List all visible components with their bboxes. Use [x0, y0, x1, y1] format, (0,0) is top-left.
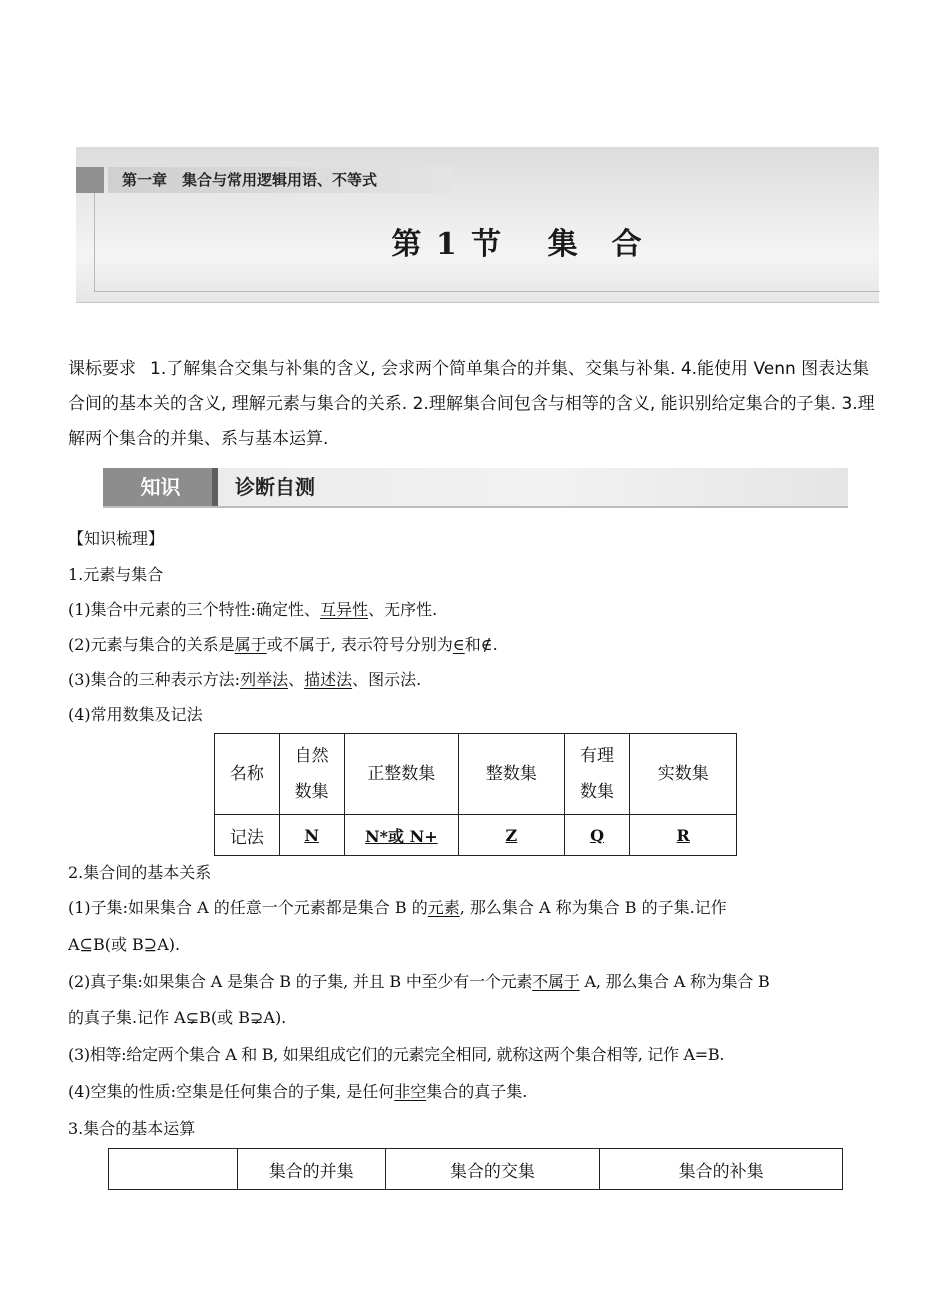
- table-cell: R: [630, 815, 737, 856]
- text: , 那么集合 A 称为集合 B 的子集.记作: [459, 898, 727, 917]
- s2-title: 2.集合间的基本关系: [68, 863, 212, 882]
- blank-answer: 元素: [427, 898, 460, 917]
- table-row: [215, 815, 737, 856]
- text: (1)集合中元素的三个特性:确定性、: [68, 600, 321, 619]
- text: (3)集合的三种表示方法:: [68, 670, 241, 689]
- s2-p2: [68, 969, 770, 992]
- table-row: [215, 734, 737, 815]
- banner-accent: [76, 167, 104, 193]
- chapter-banner: [76, 147, 879, 303]
- s1-p3: [68, 667, 421, 690]
- text: 或不属于, 表示符号分别为: [266, 635, 453, 654]
- s2-p1: [68, 895, 727, 918]
- text: 、: [288, 670, 305, 689]
- text: (4)空集的性质:空集是任何集合的子集, 是任何: [68, 1082, 395, 1101]
- set-operations-table: [108, 1148, 843, 1190]
- requirements-text: 1.了解集合交集与补集的含义, 会求两个简单集合的并集、交集与补集. 4.能使用 Venn 图表达集合间的基本关的含义, 理解元素与集合的关系. 2.理解集合间包含与相等的含义, 能识别给定集合的子集. 3.理解两个集合的并集、系与基本运算.: [68, 359, 875, 449]
- text: 、无序性.: [368, 600, 438, 619]
- table-header-cell: 名称: [215, 734, 280, 815]
- table-header-cell: 集合的补集: [600, 1149, 843, 1190]
- text: A, 那么集合 A 称为集合 B: [579, 972, 770, 991]
- knowledge-heading: 【知识梳理】: [68, 529, 165, 548]
- table-header-cell: 集合的交集: [385, 1149, 600, 1190]
- s2-p4: [68, 1079, 527, 1102]
- text: 、图示法.: [352, 670, 422, 689]
- blank-answer: 非空: [394, 1082, 427, 1101]
- s2-p3: (3)相等:给定两个集合 A 和 B, 如果组成它们的元素完全相同, 就称这两个集合相等, 记作 A=B.: [68, 1045, 725, 1064]
- s1-p1: [68, 597, 437, 620]
- table-header-cell: [564, 734, 630, 815]
- s2-p2-cont: 的真子集.记作 A⊊B(或 B⊋A).: [68, 1008, 287, 1027]
- chapter-title: 第一章 集合与常用逻辑用语、不等式: [108, 167, 452, 193]
- header-text: 自然 数集: [294, 746, 329, 802]
- section-tag: 知识: [103, 468, 218, 506]
- table-cell: N*或 N+: [344, 815, 459, 856]
- blank-answer: 描述法: [304, 670, 353, 689]
- table-row: [109, 1149, 843, 1190]
- table-cell: N: [279, 815, 344, 856]
- s3-title: 3.集合的基本运算: [68, 1119, 196, 1138]
- blank-answer: 属于: [234, 635, 267, 654]
- text: (2)真子集:如果集合 A 是集合 B 的子集, 并且 B 中至少有一个元素: [68, 972, 533, 991]
- table-cell: Z: [459, 815, 565, 856]
- section-header-title: 诊断自测: [235, 475, 315, 499]
- header-text: 有理 数集: [580, 746, 615, 802]
- table-header-cell: [279, 734, 344, 815]
- text: (1)子集:如果集合 A 的任意一个元素都是集合 B 的: [68, 898, 428, 917]
- table-header-cell: 集合的并集: [237, 1149, 385, 1190]
- text: 和∉.: [464, 635, 498, 654]
- table-header-cell: [109, 1149, 238, 1190]
- table-header-cell: 正整数集: [344, 734, 459, 815]
- table-header-cell: 整数集: [459, 734, 565, 815]
- table-header-cell: 实数集: [630, 734, 737, 815]
- text: 集合的真子集.: [426, 1082, 528, 1101]
- number-sets-table: [214, 733, 737, 856]
- text: (2)元素与集合的关系是: [68, 635, 235, 654]
- table-cell: Q: [564, 815, 630, 856]
- blank-answer: 列举法: [240, 670, 289, 689]
- section-title: 第 1 节 集 合: [391, 227, 644, 262]
- s1-p4: (4)常用数集及记法: [68, 705, 203, 724]
- blank-answer: 不属于: [532, 972, 580, 991]
- s1-p2: [68, 632, 498, 655]
- curriculum-requirements: [68, 352, 883, 457]
- row-label: 记法: [215, 815, 280, 856]
- blank-answer: 互异性: [320, 600, 369, 619]
- blank-answer: ∈: [452, 635, 465, 654]
- s1-title: 1.元素与集合: [68, 565, 164, 584]
- s2-p1-cont: A⊆B(或 B⊇A).: [68, 935, 181, 954]
- section-header: [103, 468, 848, 508]
- requirements-label: 课标要求: [68, 359, 136, 379]
